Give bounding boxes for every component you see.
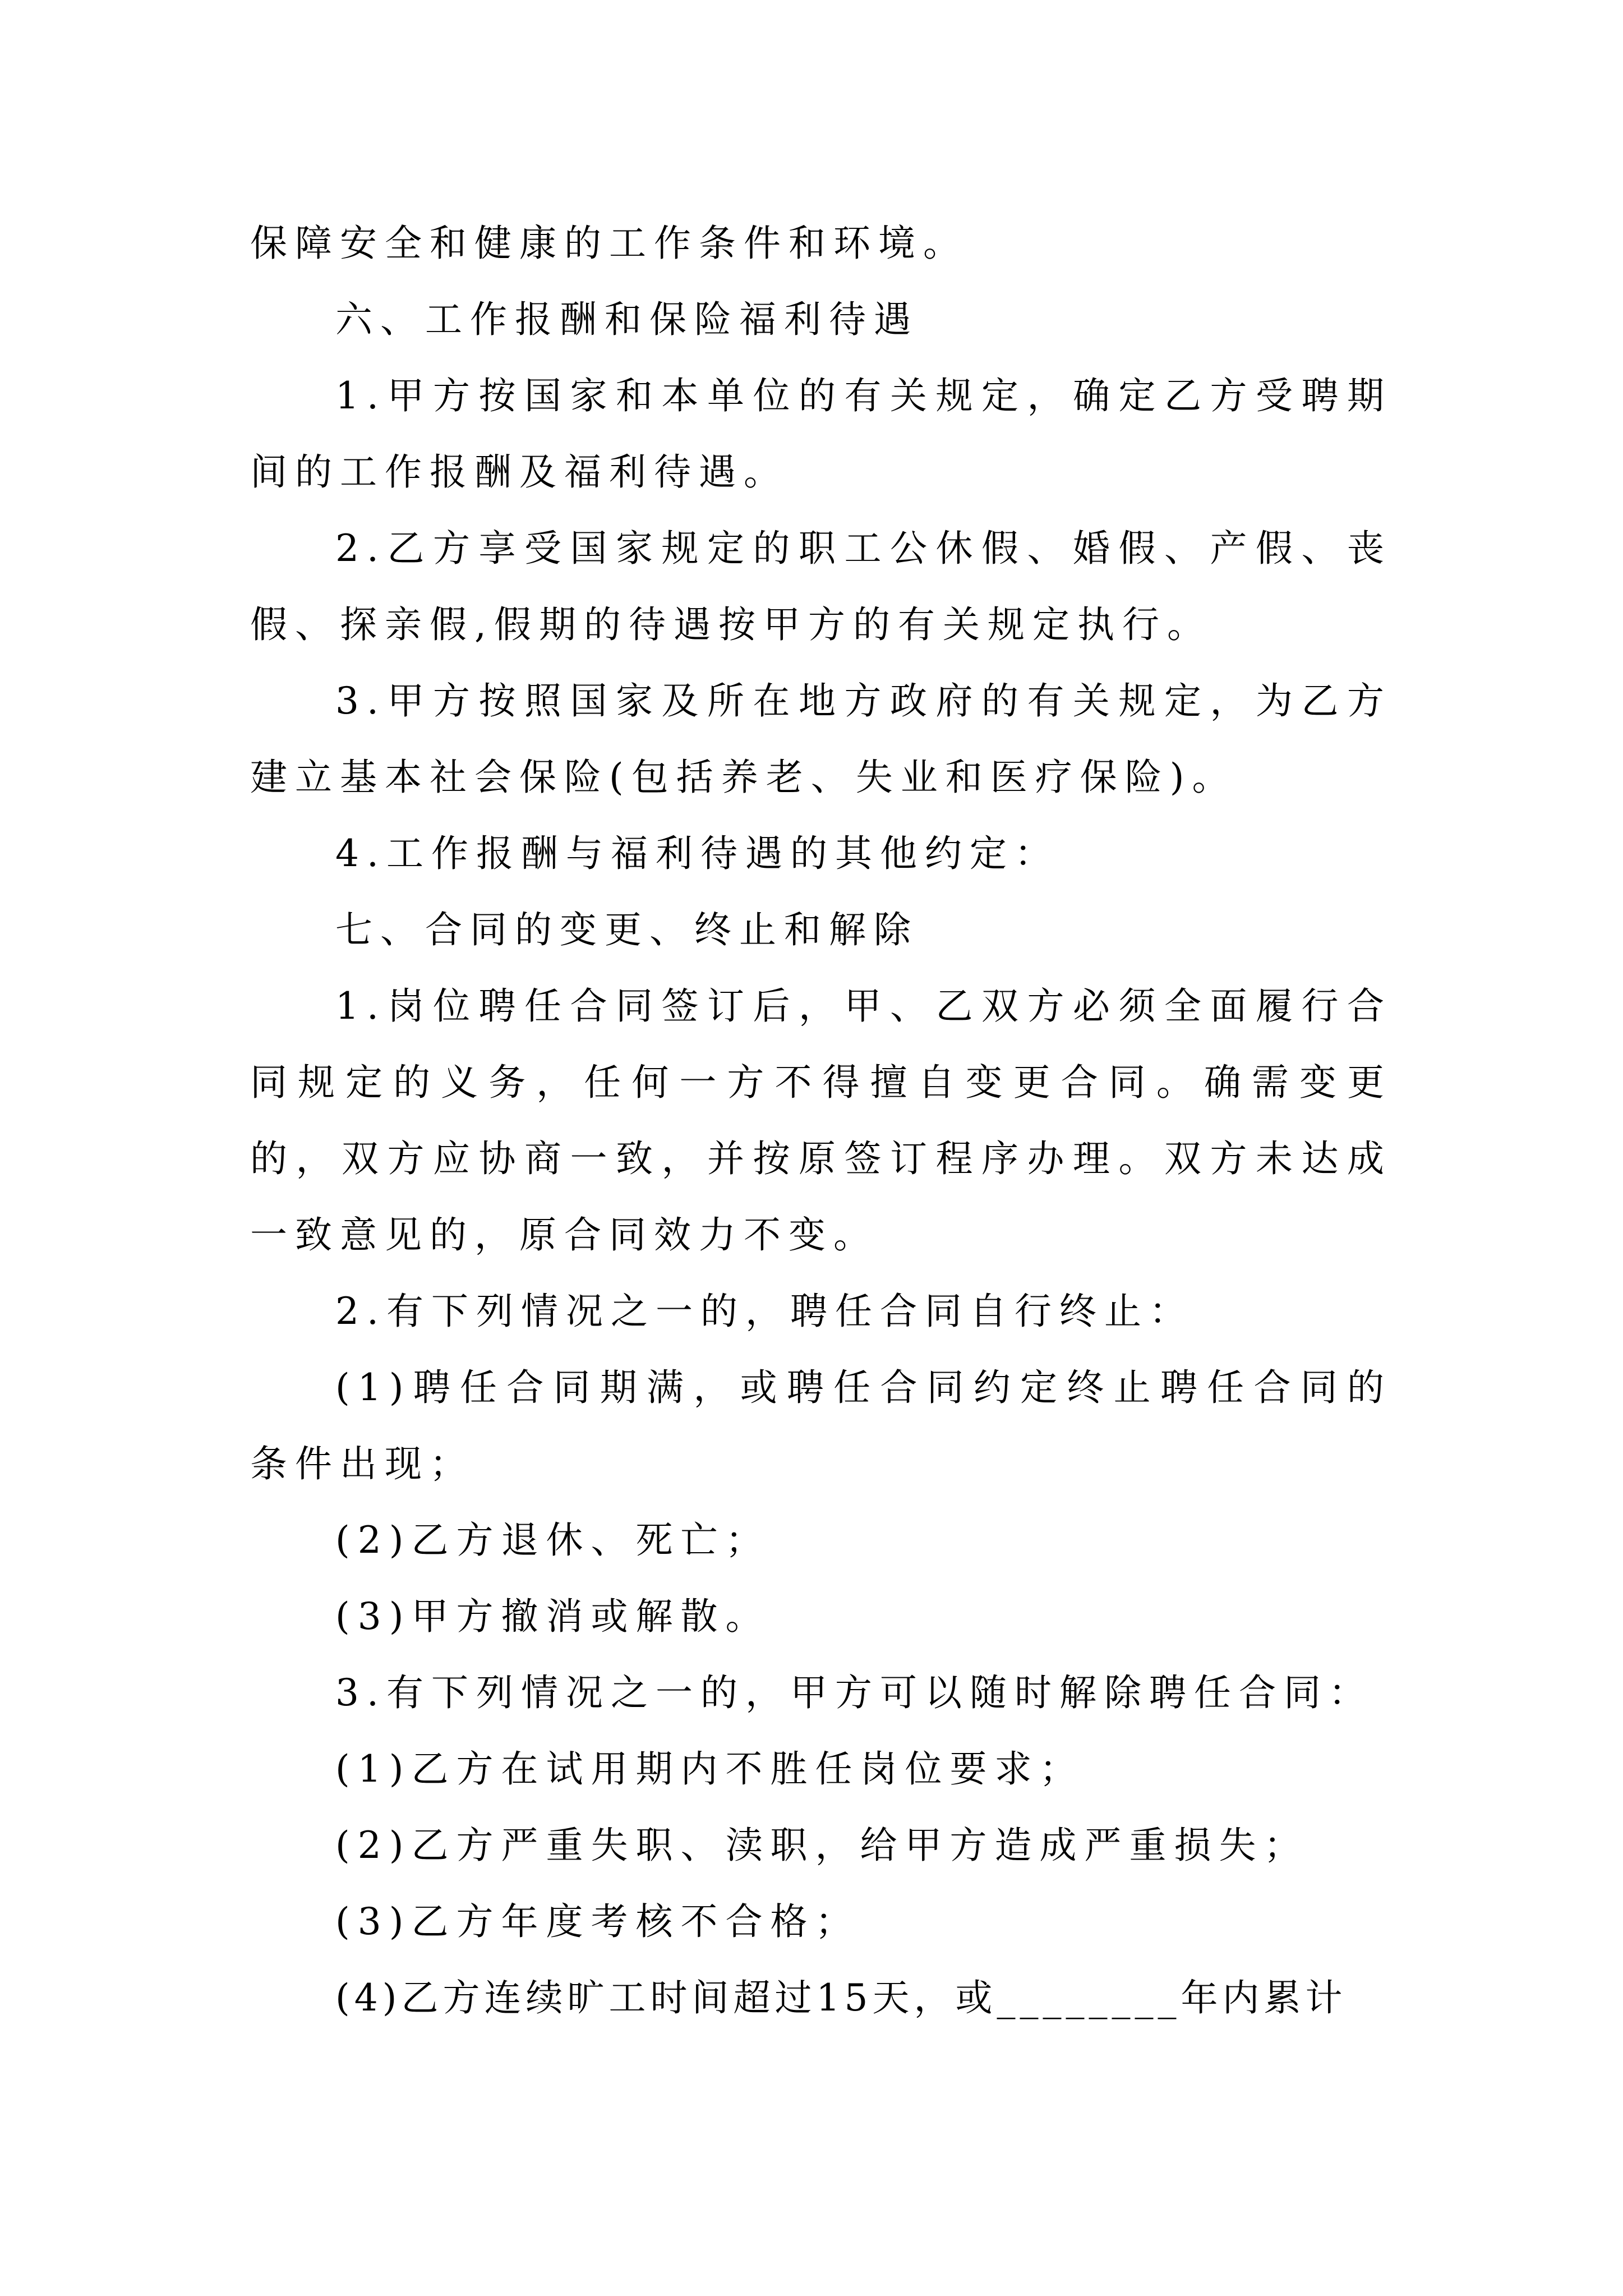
clause-6-4: 4.工作报酬与福利待遇的其他约定： [335,832,1059,875]
clause-6-2: 2.乙方享受国家规定的职工公休假、婚假、产假、丧假、探亲假,假期的待遇按甲方的有关规定执行。 [250,527,1392,646]
clause-7-3-item-2: (2)乙方严重失职、渎职，给甲方造成严重损失； [335,1824,1309,1867]
section-heading-7: 七、合同的变更、终止和解除 [335,908,919,951]
clause-6-3: 3.甲方按照国家及所在地方政府的有关规定，为乙方建立基本社会保险(包括养老、失业和医疗保险)。 [250,679,1392,799]
document-body [250,205,1392,2036]
section-heading-6: 六、工作报酬和保险福利待遇 [335,298,919,341]
clause-7-3-item-3: (3)乙方年度考核不合格； [335,1900,860,1943]
clause-7-2: 2.有下列情况之一的，聘任合同自行终止： [335,1290,1194,1333]
clause-7-1: 1.岗位聘任合同签订后，甲、乙双方必须全面履行合同规定的义务，任何一方不得擅自变更合同。确需变更的，双方应协商一致，并按原签订程序办理。双方未达成一致意见的，原合同效力不变。 [250,984,1392,1257]
clause-7-2-item-2: (2)乙方退休、死亡； [335,1519,771,1562]
paragraph-continuation: 保障安全和健康的工作条件和环境。 [250,222,968,265]
clause-7-3: 3.有下列情况之一的，甲方可以随时解除聘任合同： [335,1671,1373,1714]
clause-7-3-item-4: (4)乙方连续旷工时间超过15天，或________年内累计 [335,1976,1347,2019]
clause-6-1: 1.甲方按国家和本单位的有关规定，确定乙方受聘期间的工作报酬及福利待遇。 [250,374,1392,494]
clause-7-2-item-1: (1)聘任合同期满，或聘任合同约定终止聘任合同的条件出现； [250,1366,1392,1485]
clause-7-3-item-1: (1)乙方在试用期内不胜任岗位要求； [335,1747,1085,1791]
clause-7-2-item-3: (3)甲方撤消或解散。 [335,1595,771,1638]
